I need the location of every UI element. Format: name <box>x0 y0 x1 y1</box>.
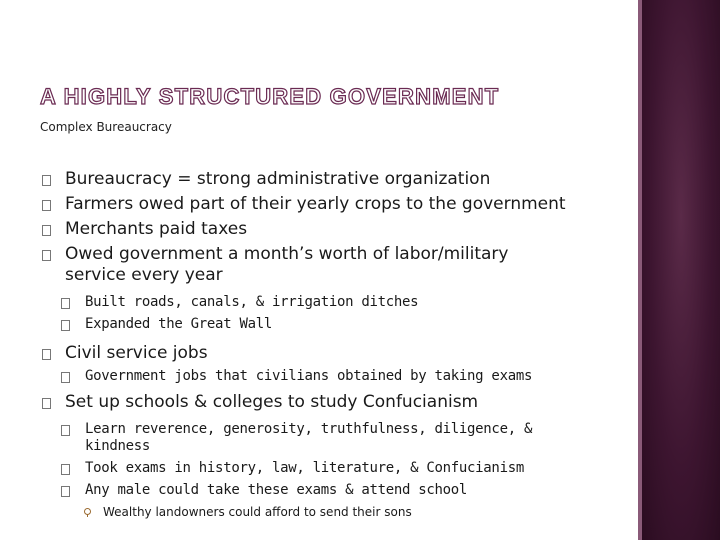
sub-bullet-item <box>40 316 630 333</box>
bullet-text: Farmers owed part of their yearly crops to the government <box>65 194 566 214</box>
sub-bullet-text: Built roads, canals, & irrigation ditches <box>85 294 419 310</box>
sub-bullet-text: Any male could take these exams & attend school <box>85 482 468 498</box>
sub-bullet-item <box>40 421 585 455</box>
sub-bullet-text: Took exams in history, law, literature, & Confucianism <box>85 460 524 476</box>
bullet-text: Set up schools & colleges to study Confucianism <box>65 392 479 412</box>
sub-bullet-item <box>40 460 630 477</box>
bullet-item <box>40 194 630 215</box>
bullet-box-icon <box>42 175 51 186</box>
bullet-item <box>40 244 565 286</box>
bullet-list <box>40 169 630 520</box>
sub-bullet-item <box>40 294 630 311</box>
bullet-box-icon <box>42 225 51 236</box>
ring-bullet-icon <box>84 508 91 515</box>
bullet-box-icon <box>42 349 51 360</box>
bullet-item <box>40 392 630 413</box>
bullet-box-icon <box>61 425 70 436</box>
bullet-box-icon <box>61 320 70 331</box>
bullet-box-icon <box>42 250 51 261</box>
bullet-item <box>40 169 630 190</box>
sub-sub-bullet-item <box>40 504 630 520</box>
bullet-text: Bureaucracy = strong administrative organization <box>65 169 491 189</box>
decorative-sidebar <box>642 0 720 540</box>
bullet-box-icon <box>61 372 70 383</box>
bullet-text: Merchants paid taxes <box>65 219 248 239</box>
bullet-item <box>40 343 630 364</box>
sub-bullet-item <box>40 368 630 385</box>
bullet-box-icon <box>61 464 70 475</box>
sub-bullet-text: Government jobs that civilians obtained by taking exams <box>85 368 533 384</box>
sub-bullet-text: Learn reverence, generosity, truthfulness, diligence, & kindness <box>85 421 533 454</box>
bullet-box-icon <box>42 398 51 409</box>
bullet-box-icon <box>61 298 70 309</box>
sub-sub-bullet-text: Wealthy landowners could afford to send their sons <box>103 505 412 519</box>
bullet-box-icon <box>42 200 51 211</box>
bullet-text: Civil service jobs <box>65 343 208 363</box>
slide-title: A HIGHLY STRUCTURED GOVERNMENT <box>40 84 500 109</box>
bullet-item <box>40 219 630 240</box>
slide-subtitle: Complex Bureaucracy <box>40 120 172 134</box>
sub-bullet-text: Expanded the Great Wall <box>85 316 272 332</box>
sub-bullet-item <box>40 482 630 499</box>
bullet-box-icon <box>61 486 70 497</box>
bullet-text: Owed government a month’s worth of labor/military service every year <box>65 244 509 285</box>
